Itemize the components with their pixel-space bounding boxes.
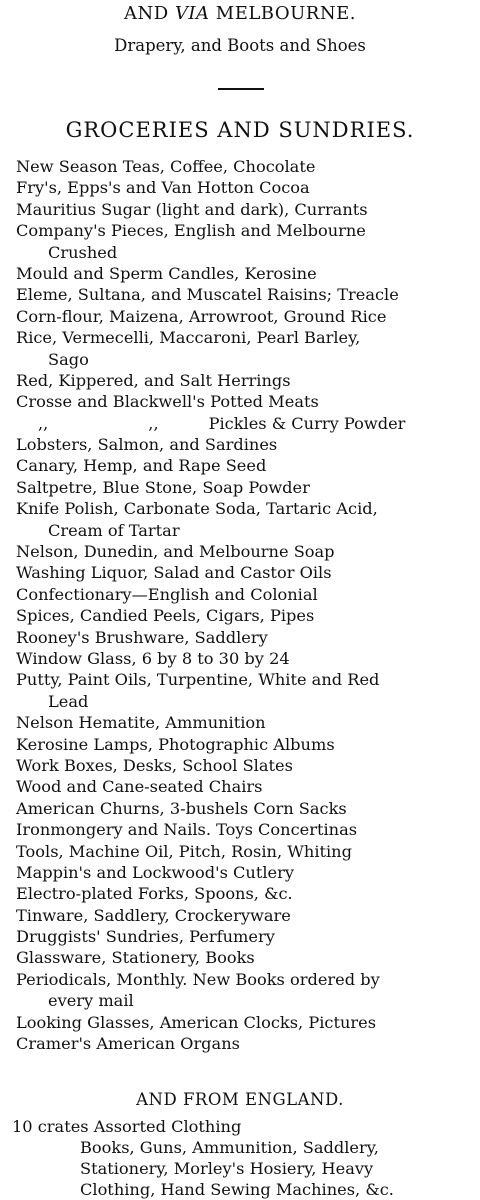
list-item: Corn-flour, Maizena, Arrowroot, Ground Rice [16,306,387,326]
list-item: Work Boxes, Desks, School Slates [16,755,293,775]
list-item: Saltpetre, Blue Stone, Soap Powder [16,477,310,497]
list-item: Washing Liquor, Salad and Castor Oils [16,563,332,583]
header-title [0,4,480,24]
header-title-prefix: AND [124,3,175,24]
england-list [12,1116,472,1200]
list-item: Glassware, Stationery, Books [16,948,255,968]
list-item: Tinware, Saddlery, Crockeryware [16,905,291,925]
list-item: Rice, Vermecelli, Maccaroni, Pearl Barley, [16,328,361,348]
list-item: Stationery, Morley's Hosiery, Heavy [80,1159,374,1178]
ditto-mark: ,, [148,413,159,433]
list-item: Books, Guns, Ammunition, Saddlery, [80,1138,379,1157]
list-item: 10 crates Assorted Clothing [12,1117,242,1136]
list-item: Druggists' Sundries, Perfumery [16,927,275,947]
list-item: Window Glass, 6 by 8 to 30 by 24 [16,648,290,668]
list-item: Periodicals, Monthly. New Books ordered by [16,969,380,989]
ditto-item-text: Pickles & Curry Powder [208,413,406,433]
list-item: Looking Glasses, American Clocks, Pictures [16,1012,377,1032]
list-item: Mauritius Sugar (light and dark), Currants [16,199,368,219]
list-item: Red, Kippered, and Salt Herrings [16,370,291,390]
list-item: Company's Pieces, English and Melbourne [16,221,366,241]
list-item: Cramer's American Organs [16,1034,240,1054]
list-item: Rooney's Brushware, Saddlery [16,627,268,647]
list-item: Crushed [48,242,118,262]
list-item: Cream of Tartar [48,520,180,540]
divider-rule [218,88,264,90]
list-item: Mould and Sperm Candles, Kerosine [16,263,317,283]
header-title-italic: VIA [174,3,210,24]
list-item: Crosse and Blackwell's Potted Meats [16,392,319,412]
list-item: Electro-plated Forks, Spoons, &c. [16,884,293,904]
list-item: Putty, Paint Oils, Turpentine, White and Red [16,670,380,690]
list-item: Mappin's and Lockwood's Cutlery [16,862,294,882]
list-item: Nelson, Dunedin, and Melbourne Soap [16,542,335,562]
list-item: American Churns, 3-bushels Corn Sacks [16,798,347,818]
list-item: Canary, Hemp, and Rape Seed [16,456,267,476]
list-item: Wood and Cane-seated Chairs [16,777,263,797]
header-title-suffix: MELBOURNE. [209,3,356,24]
list-item: every mail [48,991,134,1011]
list-item: New Season Teas, Coffee, Chocolate [16,157,316,176]
list-item: Lead [48,691,89,711]
list-item: Knife Polish, Carbonate Soda, Tartaric Acid, [16,499,378,519]
list-item: Nelson Hematite, Ammunition [16,713,266,733]
groceries-list [16,156,476,1054]
list-item: Sago [48,349,89,369]
england-heading: AND FROM ENGLAND. [136,1090,344,1109]
list-item: Lobsters, Salmon, and Sardines [16,435,278,455]
list-item: Confectionary—English and Colonial [16,584,318,604]
list-item: Clothing, Hand Sewing Machines, &c. [80,1180,394,1199]
header-subtitle: Drapery, and Boots and Shoes [114,36,366,55]
list-item: Fry's, Epps's and Van Hotton Cocoa [16,178,310,198]
list-item: Eleme, Sultana, and Muscatel Raisins; Treacle [16,285,399,305]
list-item: Spices, Candied Peels, Cigars, Pipes [16,606,315,626]
list-item: Tools, Machine Oil, Pitch, Rosin, Whiting [16,841,352,861]
list-item: Ironmongery and Nails. Toys Concertinas [16,820,358,840]
groceries-heading: GROCERIES AND SUNDRIES. [65,118,415,142]
list-item-ditto [16,413,476,434]
ditto-mark: ,, [38,413,49,433]
list-item: Kerosine Lamps, Photographic Albums [16,734,335,754]
